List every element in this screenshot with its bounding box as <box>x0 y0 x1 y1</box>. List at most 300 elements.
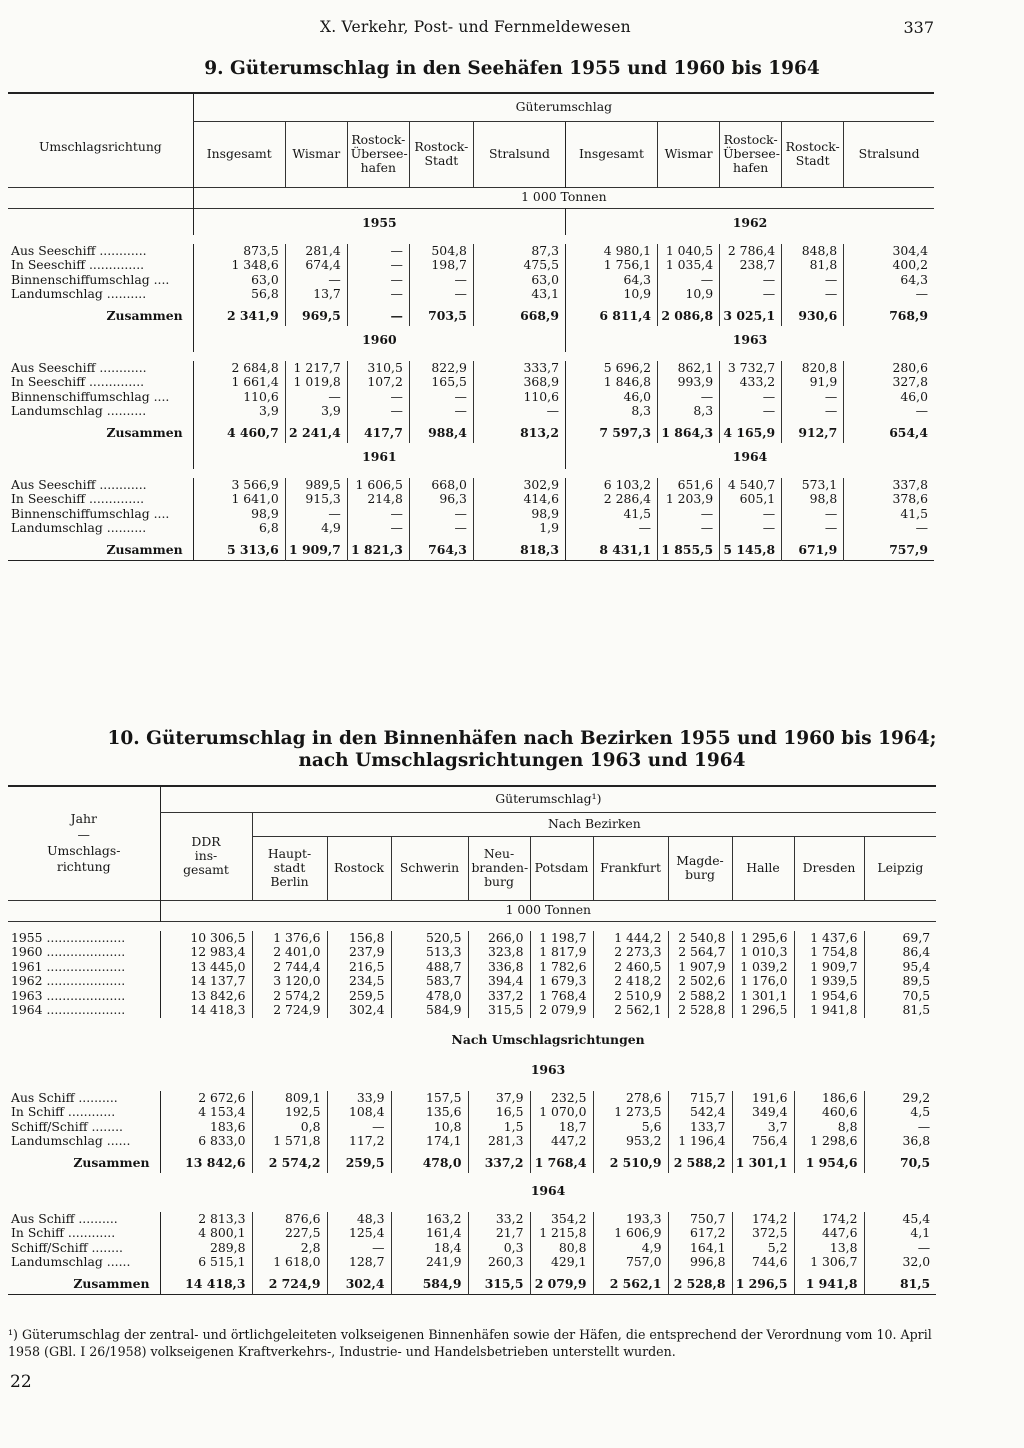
table9-cell: — <box>409 521 473 536</box>
table10-row-label: Landumschlag ...... <box>11 1134 131 1148</box>
table10-col-header: Rostock <box>327 836 391 900</box>
table9-year-label: 1962 <box>565 208 934 235</box>
table10-directions-head: Nach Umschlagsrichtungen <box>451 1032 645 1047</box>
table10-cell: 14 137,7 <box>160 974 252 989</box>
table10-sum-cell: 1 941,8 <box>794 1270 864 1295</box>
table10-cell: 108,4 <box>327 1105 391 1120</box>
table10-year-row <box>8 974 936 989</box>
table10-cell: 86,4 <box>864 945 936 960</box>
table9-col-header: Rostock- Übersee- hafen <box>347 121 409 187</box>
table9-row <box>8 492 934 507</box>
table9-cell: — <box>347 273 409 288</box>
table9-cell: — <box>347 507 409 522</box>
table10-title-line1: 10. Güterumschlag in den Binnenhäfen nach Bezirken 1955 und 1960 bis 1964; <box>107 728 937 749</box>
table10-cell: 2 540,8 <box>668 931 732 946</box>
table9-unit: 1 000 Tonnen <box>193 187 934 208</box>
table10-cell: 3,7 <box>732 1120 794 1135</box>
table10-title-line2: nach Umschlagsrichtungen 1963 und 1964 <box>298 750 746 771</box>
table10-cell: 234,5 <box>327 974 391 989</box>
table9-row <box>8 390 934 405</box>
table9-row <box>8 244 934 259</box>
table10-year-row <box>8 960 936 975</box>
table10-cell: 1 754,8 <box>794 945 864 960</box>
table10-cell: 1 301,1 <box>732 989 794 1004</box>
table9-sum-cell: 1 821,3 <box>347 536 409 561</box>
table10-cell: 1 437,6 <box>794 931 864 946</box>
table9-cell: 504,8 <box>409 244 473 259</box>
table9-cell: 304,4 <box>844 244 934 259</box>
table9-sum-cell: 969,5 <box>285 302 347 326</box>
table10-cell: 583,7 <box>391 974 468 989</box>
table9-cell: — <box>782 507 844 522</box>
table10-cell: 157,5 <box>391 1091 468 1106</box>
table9-sum-cell: 5 145,8 <box>720 536 782 561</box>
table10-row <box>8 1255 936 1270</box>
table10-sum-cell: 81,5 <box>864 1270 936 1295</box>
table10-col-header: Halle <box>732 836 794 900</box>
table10-sum-cell: 1 301,1 <box>732 1149 794 1173</box>
table9-cell: — <box>409 287 473 302</box>
table9-cell: 5 696,2 <box>565 361 657 376</box>
table10-cell: 1 376,6 <box>252 931 327 946</box>
table9-year-row <box>8 208 934 235</box>
table10-cell: 953,2 <box>593 1134 668 1149</box>
table9-cell: 3,9 <box>285 404 347 419</box>
table10-cell: 278,6 <box>593 1091 668 1106</box>
table10-cell: 1 296,5 <box>732 1003 794 1018</box>
table10-row <box>8 1120 936 1135</box>
table10-year-row <box>8 945 936 960</box>
table10-cell: 281,3 <box>468 1134 530 1149</box>
table9-row-label: Aus Seeschiff ............ <box>11 477 147 492</box>
table9-cell: 98,9 <box>473 507 565 522</box>
table10-cell: 2 528,8 <box>668 1003 732 1018</box>
table10-cell: 1 070,0 <box>530 1105 593 1120</box>
table10-cell: 70,5 <box>864 989 936 1004</box>
table10-cell: 2 460,5 <box>593 960 668 975</box>
table10-cell: 617,2 <box>668 1226 732 1241</box>
table9-cell: 651,6 <box>658 478 720 493</box>
table10-cell: 1 909,7 <box>794 960 864 975</box>
table9-cell: 238,7 <box>720 258 782 273</box>
table10-cell: 289,8 <box>160 1241 252 1256</box>
table9-cell: — <box>285 507 347 522</box>
table9-sum-row <box>8 536 934 561</box>
table9-sum-cell: 1 909,7 <box>285 536 347 561</box>
table10-row <box>8 1134 936 1149</box>
table9-row-label: Aus Seeschiff ............ <box>11 243 147 258</box>
table10-sum-cell: 2 528,8 <box>668 1270 732 1295</box>
table10-cell: 2 502,6 <box>668 974 732 989</box>
page-footer-number: 22 <box>10 1372 32 1392</box>
table9-cell: — <box>409 507 473 522</box>
table10-cell: 186,6 <box>794 1091 864 1106</box>
table10-row <box>8 1105 936 1120</box>
table9-row <box>8 404 934 419</box>
table10-sum-cell: 315,5 <box>468 1270 530 1295</box>
table9-cell: 64,3 <box>565 273 657 288</box>
footnote: ¹) Güterumschlag der zentral- und örtlichgeleiteten volkseigenen Binnenhäfen sowie der Häfen, die entsprechend der Verordnung vom 10. April 1958 (GBl. I 26/1958) volkseigenen Kraftverkehrs-, Industrie- und Handelsbetrieben unterstellt wurden. <box>8 1327 932 1359</box>
table10-sum-cell: 1 296,5 <box>732 1270 794 1295</box>
table9-cell: — <box>409 404 473 419</box>
table9-sum-cell: 671,9 <box>782 536 844 561</box>
table9-cell: 214,8 <box>347 492 409 507</box>
table9-col-header: Rostock- Stadt <box>782 121 844 187</box>
table10-cell: 876,6 <box>252 1212 327 1227</box>
table10-cell: 584,9 <box>391 1003 468 1018</box>
table9-cell: 46,0 <box>565 390 657 405</box>
table9-cell: — <box>720 521 782 536</box>
table10-cell: 37,9 <box>468 1091 530 1106</box>
table10-block-year: 1963 <box>530 1062 566 1077</box>
table10-cell: 2 418,2 <box>593 974 668 989</box>
table9-sum-cell: 757,9 <box>844 536 934 561</box>
table9-cell: 63,0 <box>473 273 565 288</box>
table9-row <box>8 375 934 390</box>
table10-cell: 2 564,7 <box>668 945 732 960</box>
table10-cell: 2 813,3 <box>160 1212 252 1227</box>
table9-sum-label: Zusammen <box>106 425 183 440</box>
table9-cell: — <box>658 507 720 522</box>
table10-subgroup-header: Nach Bezirken <box>252 812 936 836</box>
table9-cell: 993,9 <box>658 375 720 390</box>
table10-cell: 488,7 <box>391 960 468 975</box>
table10-sum-row <box>8 1149 936 1173</box>
table9-row-label: Binnenschiffumschlag .... <box>11 389 170 404</box>
table10-cell: 4 153,4 <box>160 1105 252 1120</box>
table10-cell: 95,4 <box>864 960 936 975</box>
table10-cell: 10,8 <box>391 1120 468 1135</box>
table10-cell: 996,8 <box>668 1255 732 1270</box>
table9-year-row <box>8 326 934 352</box>
table9-cell: 81,8 <box>782 258 844 273</box>
table10-cell: 12 983,4 <box>160 945 252 960</box>
table9-cell: 1 019,8 <box>285 375 347 390</box>
table9-row-label: Aus Seeschiff ............ <box>11 360 147 375</box>
table9-cell: 3 732,7 <box>720 361 782 376</box>
table10-row-label: Landumschlag ...... <box>11 1255 131 1269</box>
table10-cell: — <box>327 1241 391 1256</box>
table10-cell: 336,8 <box>468 960 530 975</box>
table9-sum-cell: 6 811,4 <box>565 302 657 326</box>
table9-sum-cell: 1 855,5 <box>658 536 720 561</box>
table10-row <box>8 1212 936 1227</box>
table10-col-header: Neu- branden- burg <box>468 836 530 900</box>
table9-cell: 87,3 <box>473 244 565 259</box>
table10-sum-row <box>8 1270 936 1295</box>
table10-cell: 2 401,0 <box>252 945 327 960</box>
table10-cell: 6 833,0 <box>160 1134 252 1149</box>
table10-cell: 117,2 <box>327 1134 391 1149</box>
page-number: 337 <box>903 18 934 37</box>
table9-sum-cell: 912,7 <box>782 419 844 443</box>
table9-year-row <box>8 443 934 469</box>
table9-cell: — <box>565 521 657 536</box>
table10-cell: 2 562,1 <box>593 1003 668 1018</box>
table9-cell: — <box>782 287 844 302</box>
table10-row-label: In Schiff ............ <box>11 1105 116 1119</box>
table10-row-label: 1960 .................... <box>11 945 126 959</box>
table10-cell: 36,8 <box>864 1134 936 1149</box>
table9-cell: 4,9 <box>285 521 347 536</box>
table9-group-header: Güterumschlag <box>193 93 934 121</box>
table9-cell: 3 566,9 <box>193 478 285 493</box>
table10-cell: 1 782,6 <box>530 960 593 975</box>
table9-cell: 1 606,5 <box>347 478 409 493</box>
table10-cell: 1 010,3 <box>732 945 794 960</box>
table9-sum-label: Zusammen <box>106 308 183 323</box>
table10-cell: 349,4 <box>732 1105 794 1120</box>
table10-sum-cell: 1 954,6 <box>794 1149 864 1173</box>
table10-cell: 227,5 <box>252 1226 327 1241</box>
table10-cell: 2 273,3 <box>593 945 668 960</box>
table10-row-label: 1955 .................... <box>11 930 126 945</box>
table10-cell: 4,5 <box>864 1105 936 1120</box>
table9-col-header: Rostock- Stadt <box>409 121 473 187</box>
table9-sum-cell: 5 313,6 <box>193 536 285 561</box>
table10-row-label: 1962 .................... <box>11 974 126 988</box>
table10-cell: 237,9 <box>327 945 391 960</box>
table10-sum-cell: 2 562,1 <box>593 1270 668 1295</box>
table9-cell: — <box>720 507 782 522</box>
table9-cell: 1 217,7 <box>285 361 347 376</box>
table10-cell: 164,1 <box>668 1241 732 1256</box>
table10-col-header: Leipzig <box>864 836 936 900</box>
table9-cell: 110,6 <box>473 390 565 405</box>
table10-unit: 1 000 Tonnen <box>160 900 936 921</box>
table9-cell: 989,5 <box>285 478 347 493</box>
table10-cell: 1 273,5 <box>593 1105 668 1120</box>
table9-cell: 1 846,8 <box>565 375 657 390</box>
table9-col-header: Stralsund <box>473 121 565 187</box>
table9-sum-cell: 4 165,9 <box>720 419 782 443</box>
table10-cell: 193,3 <box>593 1212 668 1227</box>
table10-cell: 1,5 <box>468 1120 530 1135</box>
table10-cell: 2 744,4 <box>252 960 327 975</box>
table9-cell: — <box>285 390 347 405</box>
table9-cell: 98,8 <box>782 492 844 507</box>
table9-sum-row <box>8 419 934 443</box>
table10-cell: 520,5 <box>391 931 468 946</box>
table9-sum-cell: 930,6 <box>782 302 844 326</box>
table10-cell: 1 215,8 <box>530 1226 593 1241</box>
table9-sum-cell: 1 864,3 <box>658 419 720 443</box>
table10-sum-cell: 478,0 <box>391 1149 468 1173</box>
table10-cell: 232,5 <box>530 1091 593 1106</box>
table10-cell: — <box>327 1120 391 1135</box>
table10-cell: 1 939,5 <box>794 974 864 989</box>
table9-year-label: 1960 <box>193 326 565 352</box>
table9-year-label: 1964 <box>565 443 934 469</box>
table9-sum-cell: 818,3 <box>473 536 565 561</box>
table10-block-year-row <box>8 1052 936 1082</box>
table9-cell: — <box>285 273 347 288</box>
table10-cell: 4,9 <box>593 1241 668 1256</box>
table10-col-header: Schwerin <box>391 836 468 900</box>
table9 <box>8 92 934 561</box>
table10-cell: 2 574,2 <box>252 989 327 1004</box>
table9-sum-cell: 703,5 <box>409 302 473 326</box>
table10-cell: 8,8 <box>794 1120 864 1135</box>
table10-cell: — <box>864 1241 936 1256</box>
table10-cell: 1 306,7 <box>794 1255 864 1270</box>
table9-cell: 198,7 <box>409 258 473 273</box>
table10-cell: 6 515,1 <box>160 1255 252 1270</box>
table10-year-row <box>8 931 936 946</box>
table9-row-label: Binnenschiffumschlag .... <box>11 272 170 287</box>
table9-cell: — <box>720 404 782 419</box>
table10-sum-cell: 2 574,2 <box>252 1149 327 1173</box>
table9-cell: 848,8 <box>782 244 844 259</box>
table10-cell: 216,5 <box>327 960 391 975</box>
table10-cell: 1 444,2 <box>593 931 668 946</box>
table10-sum-cell: 259,5 <box>327 1149 391 1173</box>
table9-cell: 96,3 <box>409 492 473 507</box>
table10-cell: 5,6 <box>593 1120 668 1135</box>
table9-row-label: In Seeschiff .............. <box>11 258 145 272</box>
table10-group-header: Güterumschlag¹) <box>160 786 936 812</box>
table9-cell: 605,1 <box>720 492 782 507</box>
table9-sum-cell: 417,7 <box>347 419 409 443</box>
table10-row-label: Aus Schiff .......... <box>11 1211 118 1226</box>
table9-cell: 6,8 <box>193 521 285 536</box>
table9-cell: — <box>658 273 720 288</box>
table10-cell: 1 679,3 <box>530 974 593 989</box>
table9-col-header: Wismar <box>285 121 347 187</box>
table9-sum-cell: 4 460,7 <box>193 419 285 443</box>
table10-year-row <box>8 989 936 1004</box>
table10-cell: 1 295,6 <box>732 931 794 946</box>
table10-block-year-row <box>8 1173 936 1203</box>
table9-sum-row <box>8 302 934 326</box>
table9-cell: — <box>658 521 720 536</box>
table9-cell: 6 103,2 <box>565 478 657 493</box>
table9-col-header: Insgesamt <box>565 121 657 187</box>
table9-cell: 674,4 <box>285 258 347 273</box>
table9-row <box>8 478 934 493</box>
table10-row-label: 1964 .................... <box>11 1003 126 1017</box>
table9-cell: 337,8 <box>844 478 934 493</box>
table10-cell: 16,5 <box>468 1105 530 1120</box>
table10-cell: — <box>864 1120 936 1135</box>
table10-cell: 18,4 <box>391 1241 468 1256</box>
table10-cell: 135,6 <box>391 1105 468 1120</box>
table10-cell: 1 039,2 <box>732 960 794 975</box>
table10-cell: 260,3 <box>468 1255 530 1270</box>
table9-row-label: Binnenschiffumschlag .... <box>11 506 170 521</box>
table9-cell: 165,5 <box>409 375 473 390</box>
table10-cell: 21,7 <box>468 1226 530 1241</box>
table9-cell: 378,6 <box>844 492 934 507</box>
table10-cell: 163,2 <box>391 1212 468 1227</box>
table10-cell: 1 298,6 <box>794 1134 864 1149</box>
table9-cell: 2 786,4 <box>720 244 782 259</box>
table10-cell: 750,7 <box>668 1212 732 1227</box>
table9-sum-cell: 2 241,4 <box>285 419 347 443</box>
table9-cell: — <box>782 390 844 405</box>
table10-col-header: Magde- burg <box>668 836 732 900</box>
table10-row-label: In Schiff ............ <box>11 1226 116 1240</box>
table9-sum-cell: 7 597,3 <box>565 419 657 443</box>
table10-cell: 1 817,9 <box>530 945 593 960</box>
table9-sum-cell: 3 025,1 <box>720 302 782 326</box>
table9-row <box>8 273 934 288</box>
table9-cell: — <box>720 390 782 405</box>
table9-cell: 91,9 <box>782 375 844 390</box>
table10-cell: 2 510,9 <box>593 989 668 1004</box>
table9-cell: 41,5 <box>844 507 934 522</box>
table9-row <box>8 258 934 273</box>
table9-row <box>8 507 934 522</box>
table9-cell: — <box>844 521 934 536</box>
table9-sum-cell: 813,2 <box>473 419 565 443</box>
table10-cell: 354,2 <box>530 1212 593 1227</box>
table9-sum-cell: 2 086,8 <box>658 302 720 326</box>
table9-row <box>8 521 934 536</box>
table9-cell: — <box>720 273 782 288</box>
table10-sum-label: Zusammen <box>73 1155 150 1170</box>
table10-cell: 161,4 <box>391 1226 468 1241</box>
table10-cell: 69,7 <box>864 931 936 946</box>
table9-cell: 98,9 <box>193 507 285 522</box>
table9-cell: 302,9 <box>473 478 565 493</box>
table9-cell: — <box>782 273 844 288</box>
table10-cell: 1 606,9 <box>593 1226 668 1241</box>
table10-rowhead: Jahr — Umschlags- richtung <box>47 811 121 875</box>
table9-row-label: Landumschlag .......... <box>11 521 147 535</box>
table9-sum-cell: 764,3 <box>409 536 473 561</box>
table10-cell: 45,4 <box>864 1212 936 1227</box>
table10-row-label: 1963 .................... <box>11 988 126 1003</box>
table9-year-label: 1963 <box>565 326 934 352</box>
table9-sum-cell: 988,4 <box>409 419 473 443</box>
table10-cell: 10 306,5 <box>160 931 252 946</box>
table10-sum-cell: 14 418,3 <box>160 1270 252 1295</box>
table10-cell: 1 196,4 <box>668 1134 732 1149</box>
table9-cell: 368,9 <box>473 375 565 390</box>
table9-cell: 433,2 <box>720 375 782 390</box>
table10-sum-cell: 337,2 <box>468 1149 530 1173</box>
table9-row-label: Landumschlag .......... <box>11 287 147 301</box>
table9-cell: — <box>347 404 409 419</box>
table10-cell: 1 941,8 <box>794 1003 864 1018</box>
table10-cell: 478,0 <box>391 989 468 1004</box>
table10-sum-cell: 2 724,9 <box>252 1270 327 1295</box>
table9-row-label: In Seeschiff .............. <box>11 492 145 506</box>
table10-year-row <box>8 1003 936 1018</box>
table10-cell: 183,6 <box>160 1120 252 1135</box>
table9-cell: — <box>844 404 934 419</box>
table10-cell: 337,2 <box>468 989 530 1004</box>
table9-cell: 668,0 <box>409 478 473 493</box>
table9-cell: 1 661,4 <box>193 375 285 390</box>
table9-cell: 13,7 <box>285 287 347 302</box>
running-header <box>320 18 940 42</box>
chapter-title: X. Verkehr, Post- und Fernmeldewesen <box>320 18 631 36</box>
table9-col-header: Insgesamt <box>193 121 285 187</box>
table10-cell: 133,7 <box>668 1120 732 1135</box>
table9-cell: — <box>782 404 844 419</box>
table9-cell: 10,9 <box>658 287 720 302</box>
table9-row <box>8 287 934 302</box>
table10-ddr-header: DDR ins- gesamt <box>160 812 252 900</box>
table10-row <box>8 1226 936 1241</box>
table10-cell: 191,6 <box>732 1091 794 1106</box>
table10-cell: 429,1 <box>530 1255 593 1270</box>
table9-cell: 1 348,6 <box>193 258 285 273</box>
table9-cell: 64,3 <box>844 273 934 288</box>
table9-cell: 310,5 <box>347 361 409 376</box>
